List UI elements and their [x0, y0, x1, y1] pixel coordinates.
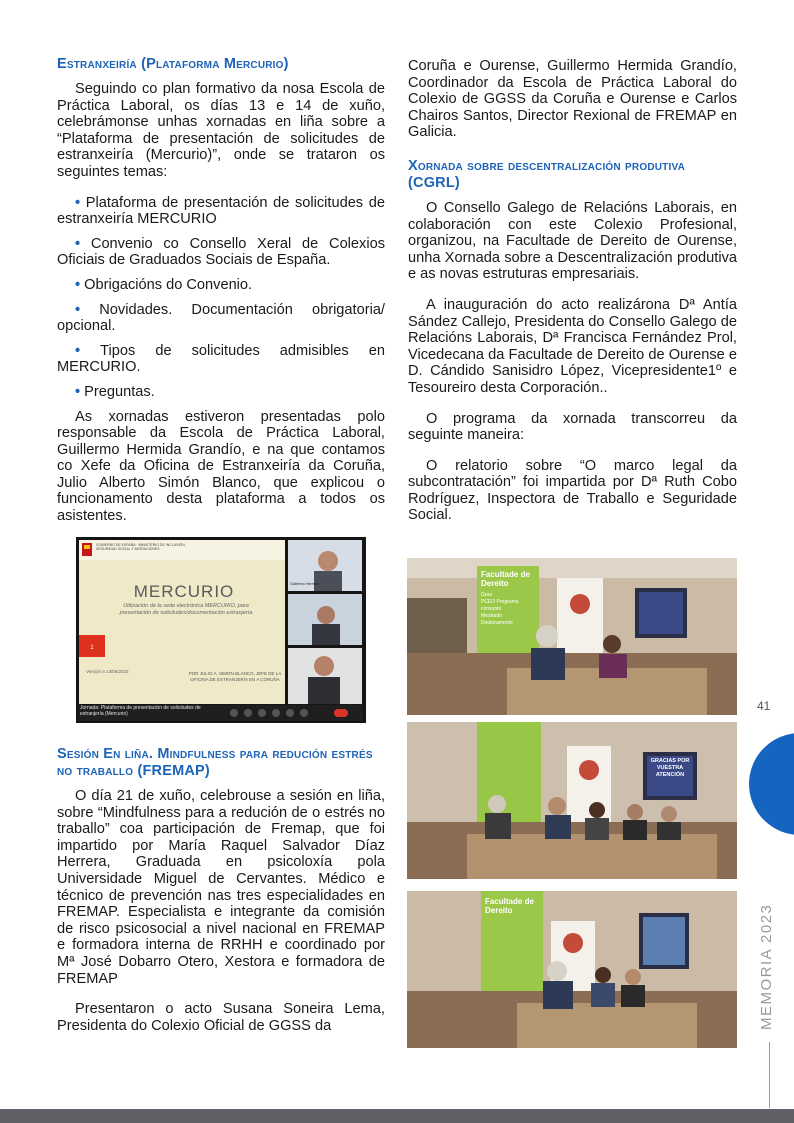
bullet-item: • Tipos de solicitudes admisibles en MERCURIO.	[57, 342, 385, 376]
video-participant-label: Guillermo Hermida	[290, 582, 320, 586]
photo-graphic	[407, 722, 737, 879]
blue-side-tab	[749, 733, 794, 835]
photo-graphic	[407, 891, 737, 1048]
slide-title: MERCURIO	[133, 582, 235, 601]
paragraph-presenters: Presentaron o acto Susana Soneira Lema, Presidenta do Colexio Oficial de GGSS da	[57, 1001, 385, 1034]
conference-photo-1	[407, 558, 737, 715]
paragraph-closing: As xornadas estiveron presentadas polo responsable da Escola de Práctica Laboral, Guillermo Hermida Grandío, e na que contamos co Xefe da Oficina de Estranxeiría da Coruña, Julio Alberto Simón Blanco, que explicou o funcionamento desta plataforma a todos os asistentes.	[57, 408, 385, 525]
bullet-icon: •	[75, 301, 100, 318]
paragraph-inauguration: A inauguración do acto realizárona Dª Antía Sández Callejo, Presidenta do Consello Galego de Relacións Laborais, Dª Francisca Fernández Prol, Vicedecana da Facultade de Dereito de Ourense e D. Cándido Sanisidro López, Vicepresidente1º e Tesoureiro desta Corporación..	[408, 296, 737, 396]
paragraph-cgrl-intro: O Consello Galego de Relacións Laborais, en colaboración con este Colexio Profesional, organizou, na Facultade de Dereito de Ourense, unha Xornada sobre a Descentralización produtiva e as novas estruturas empresariais.	[408, 199, 737, 283]
slide-subtitle: Utilización de la sede electrónica MERCURIO, para presentación de solicitudes/documentación extranjería	[119, 603, 253, 616]
section-heading-mindfulness: Sesión En liña. Mindfulness para redución estrés no traballo (FREMAP)	[57, 746, 373, 779]
section-heading-estranxeiria: Estranxeiría (Plataforma Mercurio)	[57, 56, 289, 72]
bullet-icon: •	[75, 276, 85, 293]
faculty-banner-text: Facultade de Dereito	[485, 897, 534, 915]
bullet-item: • Obrigacións do Convenio.	[75, 276, 253, 293]
bullet-icon: •	[75, 235, 91, 252]
bullet-item: • Novidades. Documentación obrigatoria/ opcional.	[57, 301, 385, 335]
side-divider-line	[769, 1042, 770, 1108]
slide-number: 1	[90, 645, 94, 651]
conference-photo-3	[407, 891, 737, 1048]
bullet-icon: •	[75, 342, 101, 359]
faculty-banner-text: Facultade de Dereito	[481, 570, 530, 588]
footer-bar	[0, 1109, 794, 1123]
paragraph-relatorio: O relatorio sobre “O marco legal da subcontratación” foi impartida por Dª Ruth Cobo Rodríguez, Inspectora de Traballo e Seguridade Social.	[408, 457, 737, 524]
slide-author: POR JULIO A. SIMON BLANCO, JEFE DE LA OFICINA DE EXTRANJERÍA EN A CORUÑA	[188, 671, 282, 682]
page-number: 41	[757, 699, 771, 713]
slide-gov-header: GOBIERNO DE ESPAÑA · MINISTERIO DE INCLUSIÓN, SEGURIDAD SOCIAL Y MIGRACIONES	[96, 543, 186, 551]
mercurio-session-screenshot	[76, 537, 366, 723]
bullet-item: • Plataforma de presentación de solicitudes de estranxeiría MERCURIO	[57, 194, 385, 228]
paragraph-mindfulness: O día 21 de xuño, celebrouse a sesión en liña, sobre “Mindfulness para a redución de o estrés no traballo” coa participación de Fremap, que foi impartido por María Raquel Salvador Díaz Herrera, Graduada en psicoloxía pola Universidade Miguel de Cervantes. Médico e técnico de prevención nas tres especialidades en FREMAP. Especialista e integrante da comisión de risco psicosocial a nivel nacional en FREMAP e formadora interna de RRHH e coordinado por Mª José Dobarro Otero, Xestora e formadora de FREMAP	[57, 788, 385, 987]
conference-photo-2	[407, 722, 737, 879]
paragraph-intro: Seguindo co plan formativo da nosa Escola de Práctica Laboral, os días 13 e 14 de xuño, celebrámonse unhas xornadas en liña sobre a “Plataforma de presentación de solicitudes de estranxeiría (Mercurio)”, onde se trataron os seguintes temas:	[57, 81, 385, 180]
paragraph-continuation: Coruña e Ourense, Guillermo Hermida Grandío, Coordinador da Escola de Práctica Laboral do Colexio de GGSS da Coruña e Ourense e Carlos Chairos Santos, Director Rexional de FREMAP en Galicia.	[408, 58, 737, 141]
bullet-item: • Convenio co Consello Xeral de Colexios Oficiais de Graduados Sociais de España.	[57, 235, 385, 269]
left-column	[57, 56, 385, 525]
section-heading-cgrl: Xornada sobre descentralización produtiva (CGRL)	[408, 157, 685, 191]
bullet-item: • Preguntas.	[75, 383, 155, 400]
slide-version: Versión a 13/06/2023	[86, 669, 129, 674]
screen-thanks-text: GRACIAS POR VUESTRA ATENCIÓN	[650, 758, 690, 778]
screenshot-caption: Jornada: Plataforma de presentación de solicitudes de extranjería (Mercurio)	[80, 705, 201, 717]
photo-graphic	[407, 558, 737, 715]
right-column	[408, 58, 737, 524]
screenshot-graphic	[76, 537, 366, 723]
memoria-side-label: MEMORIA 2023	[758, 903, 775, 1030]
bullet-icon: •	[75, 383, 85, 400]
paragraph-programme: O programa da xornada transcorreu da seguinte maneira:	[408, 410, 737, 444]
bullet-icon: •	[75, 194, 86, 211]
left-column-lower	[57, 746, 385, 1034]
faculty-banner-list: Grao PCEO Programa conxunto Mestrado Doutoramento	[481, 592, 519, 626]
